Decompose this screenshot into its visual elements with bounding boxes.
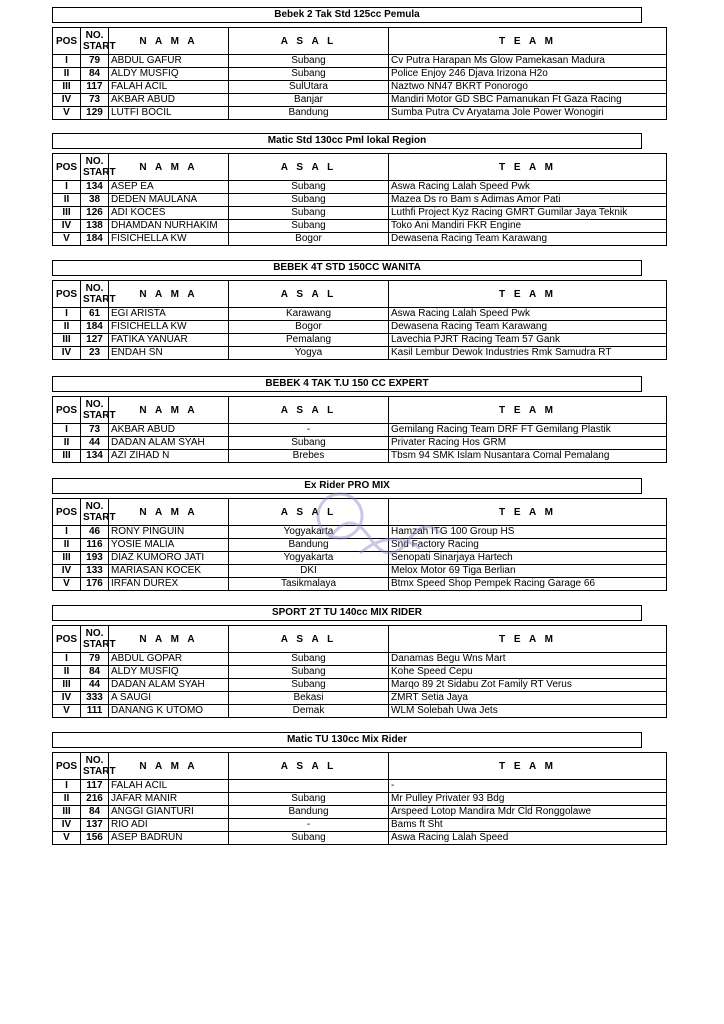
position-cell: III	[53, 334, 81, 347]
table-row	[53, 450, 667, 463]
header-no-start-line2: START	[83, 410, 116, 421]
header-name: N A M A	[109, 499, 229, 526]
start-number-cell: 126	[81, 207, 109, 220]
start-number-cell: 84	[81, 666, 109, 679]
position-cell: III	[53, 552, 81, 565]
table-row	[53, 194, 667, 207]
team-cell: Snd Factory Racing	[389, 539, 667, 552]
origin-cell: Subang	[229, 194, 389, 207]
table-header-row	[53, 281, 667, 308]
table-row	[53, 692, 667, 705]
start-number-cell: 184	[81, 233, 109, 246]
rider-name-cell: DADAN ALAM SYAH	[109, 679, 229, 692]
header-team: T E A M	[389, 397, 667, 424]
start-number-cell: 23	[81, 347, 109, 360]
team-cell: Melox Motor 69 Tiga Berlian	[389, 565, 667, 578]
header-no-start-line1: NO.	[85, 755, 104, 766]
table-header-row	[53, 499, 667, 526]
results-table	[52, 27, 667, 120]
results-table	[52, 396, 667, 463]
header-no-start-line1: NO.	[85, 30, 104, 41]
position-cell: IV	[53, 220, 81, 233]
start-number-cell: 44	[81, 437, 109, 450]
position-cell: I	[53, 653, 81, 666]
header-name: N A M A	[109, 28, 229, 55]
start-number-cell: 156	[81, 832, 109, 845]
rider-name-cell: ANGGI GIANTURI	[109, 806, 229, 819]
rider-name-cell: MARIASAN KOCEK	[109, 565, 229, 578]
results-table	[52, 153, 667, 246]
header-asal: A S A L	[229, 499, 389, 526]
table-header-row	[53, 28, 667, 55]
team-cell: Privater Racing Hos GRM	[389, 437, 667, 450]
origin-cell: Subang	[229, 55, 389, 68]
origin-cell: Bandung	[229, 806, 389, 819]
rider-name-cell: DEDEN MAULANA	[109, 194, 229, 207]
table-row	[53, 207, 667, 220]
start-number-cell: 193	[81, 552, 109, 565]
position-cell: I	[53, 55, 81, 68]
team-cell: Mr Pulley Privater 93 Bdg	[389, 793, 667, 806]
table-row	[53, 539, 667, 552]
position-cell: II	[53, 68, 81, 81]
header-no-start	[81, 499, 116, 526]
table-row	[53, 81, 667, 94]
team-cell: Mazea Ds ro Bam s Adimas Amor Pati	[389, 194, 667, 207]
team-cell: Aswa Racing Lalah Speed Pwk	[389, 308, 667, 321]
position-cell: IV	[53, 819, 81, 832]
position-cell: I	[53, 424, 81, 437]
rider-name-cell: IRFAN DUREX	[109, 578, 229, 591]
position-cell: I	[53, 526, 81, 539]
rider-name-cell: YOSIE MALIA	[109, 539, 229, 552]
rider-name-cell: ALDY MUSFIQ	[109, 68, 229, 81]
team-cell: Danamas Begu Wns Mart	[389, 653, 667, 666]
position-cell: I	[53, 780, 81, 793]
position-cell: IV	[53, 347, 81, 360]
origin-cell: Subang	[229, 181, 389, 194]
header-pos: POS	[53, 28, 81, 55]
rider-name-cell: ADI KOCES	[109, 207, 229, 220]
table-row	[53, 321, 667, 334]
rider-name-cell: AKBAR ABUD	[109, 94, 229, 107]
start-number-cell: 111	[81, 705, 109, 718]
table-header-row	[53, 154, 667, 181]
origin-cell: Subang	[229, 666, 389, 679]
team-cell: Gemilang Racing Team DRF FT Gemilang Plastik	[389, 424, 667, 437]
table-row	[53, 424, 667, 437]
header-no-start-line2: START	[83, 294, 116, 305]
results-section	[52, 605, 666, 718]
start-number-cell: 137	[81, 819, 109, 832]
team-cell: Tbsm 94 SMK Islam Nusantara Comal Pemalang	[389, 450, 667, 463]
results-section	[52, 133, 666, 246]
position-cell: III	[53, 679, 81, 692]
header-no-start	[81, 154, 116, 181]
origin-cell: Tasikmalaya	[229, 578, 389, 591]
header-no-start	[81, 28, 116, 55]
position-cell: III	[53, 450, 81, 463]
start-number-cell: 38	[81, 194, 109, 207]
start-number-cell: 333	[81, 692, 109, 705]
team-cell: Mandiri Motor GD SBC Pamanukan Ft Gaza Racing	[389, 94, 667, 107]
results-table	[52, 625, 667, 718]
section-title: SPORT 2T TU 140cc MIX RIDER	[52, 605, 642, 621]
results-section	[52, 732, 666, 845]
rider-name-cell: ENDAH SN	[109, 347, 229, 360]
position-cell: II	[53, 321, 81, 334]
rider-name-cell: AZI ZIHAD N	[109, 450, 229, 463]
rider-name-cell: DADAN ALAM SYAH	[109, 437, 229, 450]
position-cell: IV	[53, 94, 81, 107]
table-row	[53, 68, 667, 81]
team-cell: Dewasena Racing Team Karawang	[389, 321, 667, 334]
origin-cell: Banjar	[229, 94, 389, 107]
header-asal: A S A L	[229, 154, 389, 181]
origin-cell: Subang	[229, 220, 389, 233]
table-row	[53, 793, 667, 806]
team-cell: ZMRT Setia Jaya	[389, 692, 667, 705]
header-pos: POS	[53, 397, 81, 424]
rider-name-cell: DHAMDAN NURHAKIM	[109, 220, 229, 233]
section-title: Matic Std 130cc Pml lokal Region	[52, 133, 642, 149]
origin-cell: Pemalang	[229, 334, 389, 347]
position-cell: II	[53, 194, 81, 207]
rider-name-cell: DIAZ KUMORO JATI	[109, 552, 229, 565]
rider-name-cell: DANANG K UTOMO	[109, 705, 229, 718]
origin-cell: Bogor	[229, 233, 389, 246]
table-row	[53, 653, 667, 666]
rider-name-cell: ASEP BADRUN	[109, 832, 229, 845]
origin-cell: Yogyakarta	[229, 552, 389, 565]
results-section	[52, 260, 666, 360]
start-number-cell: 133	[81, 565, 109, 578]
team-cell: Lavechia PJRT Racing Team 57 Gank	[389, 334, 667, 347]
table-row	[53, 578, 667, 591]
position-cell: I	[53, 308, 81, 321]
position-cell: II	[53, 793, 81, 806]
header-team: T E A M	[389, 753, 667, 780]
team-cell: Kohe Speed Cepu	[389, 666, 667, 679]
table-row	[53, 679, 667, 692]
origin-cell: Subang	[229, 68, 389, 81]
section-title: BEBEK 4T STD 150CC WANITA	[52, 260, 642, 276]
team-cell: Senopati Sinarjaya Hartech	[389, 552, 667, 565]
results-table	[52, 752, 667, 845]
team-cell: Cv Putra Harapan Ms Glow Pamekasan Madura	[389, 55, 667, 68]
header-no-start-line2: START	[83, 639, 116, 650]
table-header-row	[53, 397, 667, 424]
header-asal: A S A L	[229, 397, 389, 424]
position-cell: I	[53, 181, 81, 194]
position-cell: V	[53, 578, 81, 591]
rider-name-cell: ALDY MUSFIQ	[109, 666, 229, 679]
position-cell: V	[53, 832, 81, 845]
position-cell: III	[53, 806, 81, 819]
results-section	[52, 478, 666, 591]
origin-cell: Subang	[229, 207, 389, 220]
table-row	[53, 334, 667, 347]
header-no-start-line1: NO.	[85, 283, 104, 294]
table-row	[53, 705, 667, 718]
rider-name-cell: ABDUL GOPAR	[109, 653, 229, 666]
start-number-cell: 61	[81, 308, 109, 321]
team-cell: Aswa Racing Lalah Speed	[389, 832, 667, 845]
header-asal: A S A L	[229, 753, 389, 780]
table-row	[53, 832, 667, 845]
rider-name-cell: FISICHELLA KW	[109, 321, 229, 334]
team-cell: Arspeed Lotop Mandira Mdr Cld Ronggolawe	[389, 806, 667, 819]
start-number-cell: 129	[81, 107, 109, 120]
header-asal: A S A L	[229, 28, 389, 55]
header-no-start-line1: NO.	[85, 156, 104, 167]
header-no-start-line2: START	[83, 167, 116, 178]
table-row	[53, 666, 667, 679]
team-cell: Luthfi Project Kyz Racing GMRT Gumilar Jaya Teknik	[389, 207, 667, 220]
origin-cell: Demak	[229, 705, 389, 718]
origin-cell: Subang	[229, 832, 389, 845]
header-no-start	[81, 397, 116, 424]
position-cell: V	[53, 233, 81, 246]
origin-cell: Bandung	[229, 539, 389, 552]
header-no-start-line2: START	[83, 512, 116, 523]
header-team: T E A M	[389, 28, 667, 55]
table-row	[53, 526, 667, 539]
table-row	[53, 220, 667, 233]
table-header-row	[53, 753, 667, 780]
start-number-cell: 117	[81, 81, 109, 94]
table-row	[53, 819, 667, 832]
origin-cell: Bandung	[229, 107, 389, 120]
origin-cell: DKI	[229, 565, 389, 578]
start-number-cell: 73	[81, 424, 109, 437]
rider-name-cell: ASEP EA	[109, 181, 229, 194]
table-row	[53, 308, 667, 321]
team-cell: Naztwo NN47 BKRT Ponorogo	[389, 81, 667, 94]
start-number-cell: 176	[81, 578, 109, 591]
rider-name-cell: FALAH ACIL	[109, 81, 229, 94]
team-cell: Marqo 89 2t Sidabu Zot Family RT Verus	[389, 679, 667, 692]
team-cell: Dewasena Racing Team Karawang	[389, 233, 667, 246]
table-row	[53, 107, 667, 120]
team-cell: Btmx Speed Shop Pempek Racing Garage 66	[389, 578, 667, 591]
start-number-cell: 44	[81, 679, 109, 692]
position-cell: V	[53, 107, 81, 120]
header-no-start-line2: START	[83, 41, 116, 52]
start-number-cell: 46	[81, 526, 109, 539]
section-title: Matic TU 130cc Mix Rider	[52, 732, 642, 748]
rider-name-cell: A SAUGI	[109, 692, 229, 705]
header-pos: POS	[53, 753, 81, 780]
start-number-cell: 79	[81, 653, 109, 666]
start-number-cell: 73	[81, 94, 109, 107]
header-team: T E A M	[389, 154, 667, 181]
table-row	[53, 552, 667, 565]
table-row	[53, 437, 667, 450]
origin-cell: Subang	[229, 793, 389, 806]
header-no-start	[81, 281, 116, 308]
origin-cell: Karawang	[229, 308, 389, 321]
table-row	[53, 780, 667, 793]
header-name: N A M A	[109, 281, 229, 308]
origin-cell: -	[229, 819, 389, 832]
origin-cell	[229, 780, 389, 793]
start-number-cell: 127	[81, 334, 109, 347]
rider-name-cell: ABDUL GAFUR	[109, 55, 229, 68]
rider-name-cell: JAFAR MANIR	[109, 793, 229, 806]
results-section	[52, 7, 666, 120]
header-team: T E A M	[389, 281, 667, 308]
header-no-start-line1: NO.	[85, 628, 104, 639]
position-cell: II	[53, 666, 81, 679]
header-no-start-line2: START	[83, 766, 116, 777]
header-name: N A M A	[109, 626, 229, 653]
position-cell: III	[53, 207, 81, 220]
team-cell: Bams ft Sht	[389, 819, 667, 832]
header-no-start-line1: NO.	[85, 501, 104, 512]
results-table	[52, 280, 667, 360]
header-pos: POS	[53, 499, 81, 526]
origin-cell: Subang	[229, 679, 389, 692]
team-cell: Police Enjoy 246 Djava Irizona H2o	[389, 68, 667, 81]
header-pos: POS	[53, 154, 81, 181]
header-name: N A M A	[109, 753, 229, 780]
start-number-cell: 84	[81, 68, 109, 81]
table-row	[53, 233, 667, 246]
position-cell: IV	[53, 565, 81, 578]
table-row	[53, 55, 667, 68]
team-cell: Sumba Putra Cv Aryatama Jole Power Wonogiri	[389, 107, 667, 120]
team-cell: Toko Ani Mandiri FKR Engine	[389, 220, 667, 233]
table-row	[53, 181, 667, 194]
team-cell: -	[389, 780, 667, 793]
position-cell: IV	[53, 692, 81, 705]
section-title: BEBEK 4 TAK T.U 150 CC EXPERT	[52, 376, 642, 392]
position-cell: II	[53, 539, 81, 552]
origin-cell: Bekasi	[229, 692, 389, 705]
origin-cell: Yogya	[229, 347, 389, 360]
rider-name-cell: RIO ADI	[109, 819, 229, 832]
table-row	[53, 94, 667, 107]
header-name: N A M A	[109, 154, 229, 181]
origin-cell: -	[229, 424, 389, 437]
origin-cell: Subang	[229, 653, 389, 666]
team-cell: Hamzah ITG 100 Group HS	[389, 526, 667, 539]
header-pos: POS	[53, 626, 81, 653]
start-number-cell: 184	[81, 321, 109, 334]
header-asal: A S A L	[229, 281, 389, 308]
team-cell: Aswa Racing Lalah Speed Pwk	[389, 181, 667, 194]
header-team: T E A M	[389, 626, 667, 653]
header-name: N A M A	[109, 397, 229, 424]
rider-name-cell: AKBAR ABUD	[109, 424, 229, 437]
origin-cell: Brebes	[229, 450, 389, 463]
rider-name-cell: EGI ARISTA	[109, 308, 229, 321]
results-table	[52, 498, 667, 591]
table-row	[53, 565, 667, 578]
origin-cell: SulUtara	[229, 81, 389, 94]
header-asal: A S A L	[229, 626, 389, 653]
start-number-cell: 79	[81, 55, 109, 68]
section-title: Ex Rider PRO MIX	[52, 478, 642, 494]
start-number-cell: 84	[81, 806, 109, 819]
rider-name-cell: FISICHELLA KW	[109, 233, 229, 246]
start-number-cell: 117	[81, 780, 109, 793]
start-number-cell: 134	[81, 450, 109, 463]
rider-name-cell: LUTFI BOCIL	[109, 107, 229, 120]
section-title: Bebek 2 Tak Std 125cc Pemula	[52, 7, 642, 23]
start-number-cell: 116	[81, 539, 109, 552]
rider-name-cell: FALAH ACIL	[109, 780, 229, 793]
position-cell: III	[53, 81, 81, 94]
origin-cell: Bogor	[229, 321, 389, 334]
header-pos: POS	[53, 281, 81, 308]
header-no-start-line1: NO.	[85, 399, 104, 410]
position-cell: II	[53, 437, 81, 450]
position-cell: V	[53, 705, 81, 718]
header-no-start	[81, 753, 116, 780]
rider-name-cell: FATIKA YANUAR	[109, 334, 229, 347]
rider-name-cell: RONY PINGUIN	[109, 526, 229, 539]
table-header-row	[53, 626, 667, 653]
header-team: T E A M	[389, 499, 667, 526]
results-section	[52, 376, 666, 463]
origin-cell: Subang	[229, 437, 389, 450]
start-number-cell: 216	[81, 793, 109, 806]
table-row	[53, 806, 667, 819]
start-number-cell: 138	[81, 220, 109, 233]
team-cell: Kasil Lembur Dewok Industries Rmk Samudra RT	[389, 347, 667, 360]
start-number-cell: 134	[81, 181, 109, 194]
origin-cell: Yogyakarta	[229, 526, 389, 539]
team-cell: WLM Solebah Uwa Jets	[389, 705, 667, 718]
table-row	[53, 347, 667, 360]
header-no-start	[81, 626, 116, 653]
